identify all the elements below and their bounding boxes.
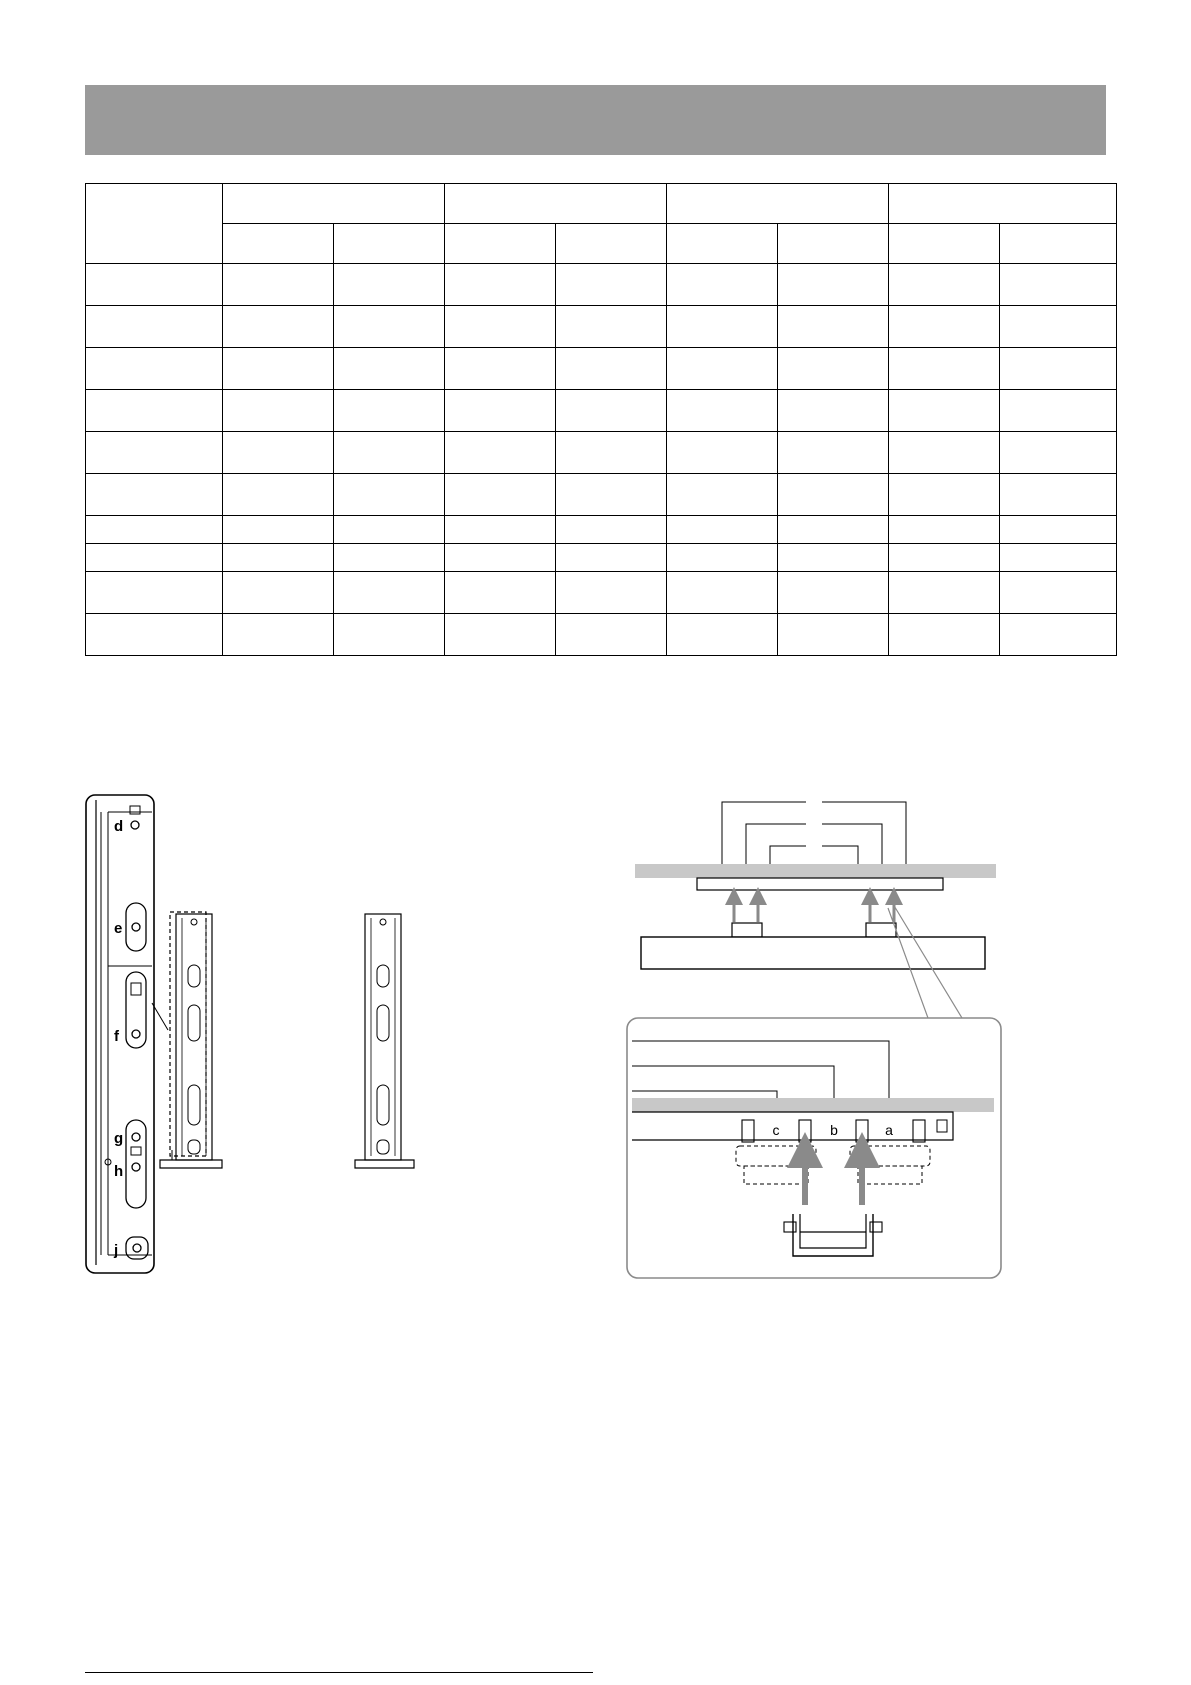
callout-d: d bbox=[114, 818, 124, 835]
callout-c: c bbox=[772, 1122, 780, 1138]
bracket-closeup-panel bbox=[86, 795, 168, 1273]
callout-f: f bbox=[114, 1028, 119, 1045]
callout-e: e bbox=[114, 920, 123, 937]
callout-h: h bbox=[114, 1163, 124, 1180]
bracket-illustration-1 bbox=[160, 912, 222, 1168]
footer-rule-left bbox=[85, 1672, 593, 1673]
mounting-detail-panel bbox=[627, 1018, 1001, 1278]
callout-j: j bbox=[114, 1242, 119, 1259]
mounting-top-view bbox=[635, 796, 996, 1018]
callout-a: a bbox=[885, 1122, 893, 1138]
bracket-illustration-2 bbox=[355, 914, 414, 1168]
callout-b: b bbox=[830, 1122, 838, 1138]
callout-g: g bbox=[114, 1130, 124, 1147]
